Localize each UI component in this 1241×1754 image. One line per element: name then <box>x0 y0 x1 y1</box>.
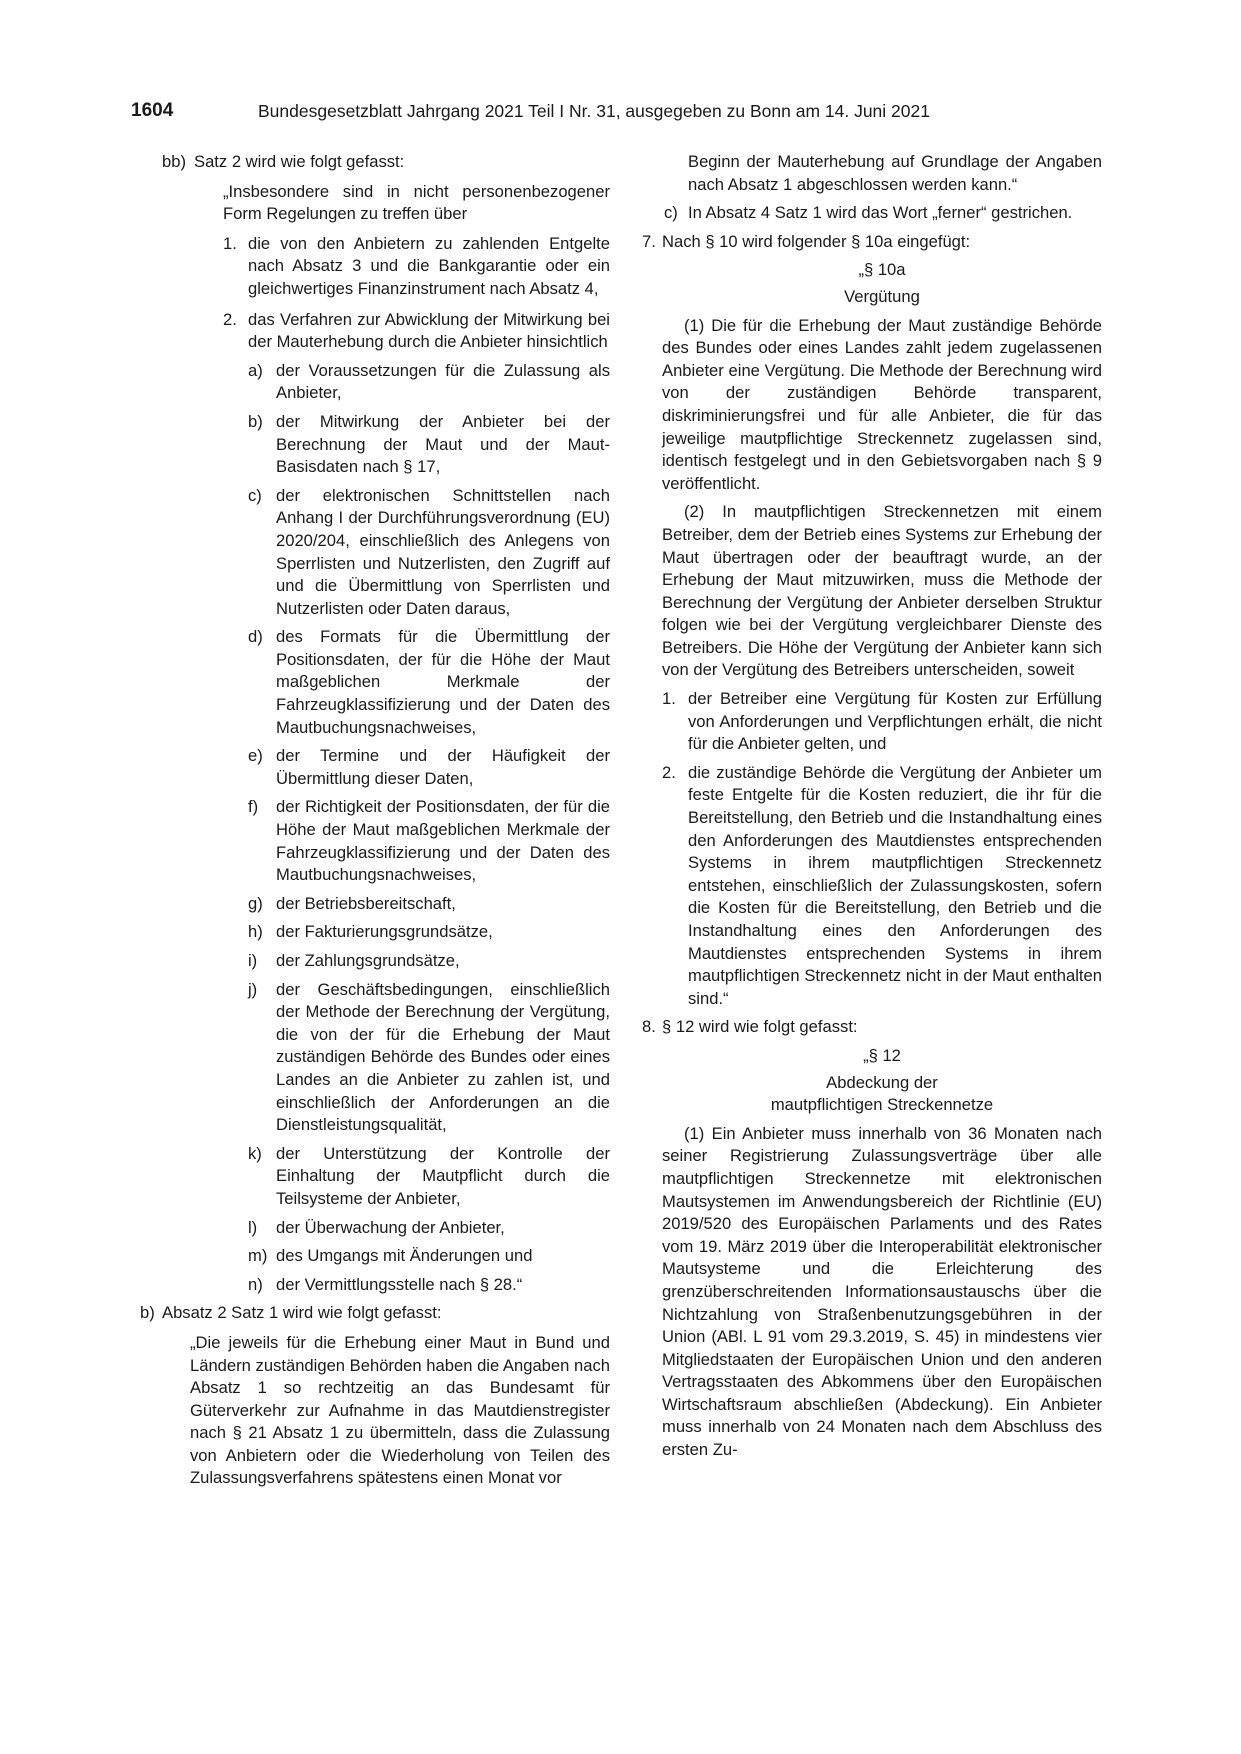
numbered-item-2 <box>223 309 610 354</box>
list-item-label: 1. <box>662 689 676 709</box>
sub-item-text: des Formats für die Übermittlung der Positionsdaten, der für die Höhe der Maut maßgeblichen Merkmale der Fahrzeugklassifizierung und der Daten des Mautbuchungsnachweises, <box>276 627 610 737</box>
sub-item <box>248 979 610 1137</box>
sub-item-label: m) <box>248 1246 268 1266</box>
sub-item <box>248 1217 610 1240</box>
item-label: 8. <box>642 1017 656 1037</box>
sub-item-label: d) <box>248 627 263 647</box>
list-item-label: 2. <box>662 762 676 782</box>
sub-item <box>248 1143 610 1211</box>
item-text: § 12 wird wie folgt gefasst: <box>662 1017 858 1037</box>
item-label: 1. <box>223 233 237 253</box>
section-title: Vergütung <box>844 286 920 306</box>
sub-item-label: l) <box>248 1217 258 1237</box>
quote-paragraph: „Die jeweils für die Erhebung einer Maut in Bund und Ländern zuständigen Behörden haben die Angaben nach Absatz 1 so rechtzeitig an das Bundesamt für Güterverkehr zur Aufnahme in das Mautdienstregister nach § 21 Absatz 1 zu übermitteln, dass die Zulassung von Anbietern oder die Wiederholung von Teilen des Zulassungsverfahrens spätestens einen Monat vor <box>190 1332 610 1488</box>
amendment-bb <box>162 151 610 174</box>
list-item <box>662 762 1102 1011</box>
sub-list <box>248 360 610 1297</box>
sub-item <box>248 1274 610 1297</box>
amendment-b <box>140 1302 610 1325</box>
sub-item-label: c) <box>248 485 262 505</box>
sub-item-text: der Unterstützung der Kontrolle der Einhaltung der Mautpflicht durch die Teilsysteme der Anbieter, <box>276 1143 610 1208</box>
sub-item-text: des Umgangs mit Änderungen und <box>276 1246 533 1266</box>
item-text: das Verfahren zur Abwicklung der Mitwirkung bei der Mauterhebung durch die Anbieter hinsichtlich <box>248 309 610 352</box>
sub-item-label: g) <box>248 893 263 913</box>
sub-item <box>248 1245 610 1268</box>
numbered-item-7 <box>642 231 1102 254</box>
sub-item-label: f) <box>248 797 259 817</box>
amendment-text: Absatz 2 Satz 1 wird wie folgt gefasst: <box>162 1303 442 1323</box>
item-label: 7. <box>642 231 656 251</box>
sub-item-text: der Mitwirkung der Anbieter bei der Berechnung der Maut und der Maut-Basisdaten nach § 17, <box>276 411 610 477</box>
page-number: 1604 <box>131 100 174 121</box>
sub-item-label: i) <box>248 951 258 970</box>
sub-item-text: der Fakturierungsgrundsätze, <box>276 922 493 942</box>
list-item-text: die zuständige Behörde die Vergütung der Anbieter um feste Entgelte für die Kosten reduziert, die ihr für die Bereitstellung, den Betrieb und die Instandhaltung eines den Anforderungen des Mautdienstes entsprechenden Systems in ihrem mautpflichtigen Streckennetz entstehen, einschließlich der Zulassungskosten, sofern die Kosten für die Bereitstellung, den Betrieb und die Instandhaltung eines den Anforderungen des Mautdienstes entsprechenden Systems in ihrem mautpflichtigen Streckennetz nicht in der Maut enthalten sind.“ <box>688 762 1102 1008</box>
amendment-text: Satz 2 wird wie folgt gefasst: <box>194 152 405 171</box>
section-heading: „§ 12 <box>863 1045 901 1065</box>
sub-item-text: der Geschäftsbedingungen, einschließlich der Methode der Berechnung der Vergütung, die von der für die Erhebung der Maut zuständigen Behörde des Bundes oder eines Landes an die Anbieter zu zahlen ist, und einschließlich der Anforderungen an die Dienstleistungsqualität, <box>276 979 610 1135</box>
sub-item-text: der Zahlungsgrundsätze, <box>276 951 460 970</box>
item-text: Nach § 10 wird folgender § 10a eingefügt: <box>662 231 971 251</box>
sub-item-label: k) <box>248 1143 262 1163</box>
amendment-label: bb) <box>162 152 186 171</box>
amendment-label: b) <box>140 1303 155 1323</box>
item-label: 2. <box>223 309 237 329</box>
sub-item-text: der Termine und der Häufigkeit der Übermittlung dieser Daten, <box>276 746 610 788</box>
quote-intro: „Insbesondere sind in nicht personenbezogener Form Regelungen zu treffen über <box>223 181 610 224</box>
section-paragraph: (1) Ein Anbieter muss innerhalb von 36 Monaten nach seiner Registrierung Zulassungsverträge über alle mautpflichtigen Streckennetze mit elektronischen Mautsystemen im Anwendungsbereich der Richtlinie (EU) 2019/520 des Europäischen Parlaments und des Rates vom 19. März 2019 über die Interoperabilität elektronischer Mautsysteme und die Erleichterung des grenzüberschreitenden Informationsaustauschs über die Nichtzahlung von Straßenbenutzungsgebühren in der Union (ABl. L 91 vom 29.3.2019, S. 45) in mindestens vier Mitgliedstaaten der Europäischen Union und den anderen Vertragsstaaten des Abkommens über den Europäischen Wirtschaftsraum abschließen (Abdeckung). Ein Anbieter muss innerhalb von 24 Monaten nach dem Abschluss des ersten Zu- <box>662 1123 1102 1460</box>
sub-item-text: der Voraussetzungen für die Zulassung als Anbieter, <box>276 360 610 403</box>
left-column <box>140 151 610 1490</box>
amendment-label: c) <box>664 203 678 223</box>
numbered-item-8 <box>642 1016 1102 1039</box>
sub-item-text: der elektronischen Schnittstellen nach Anhang I der Durchführungsverordnung (EU) 2020/204, einschließlich des Anlegens von Sperrlisten und Nutzerlisten, den Zugriff auf und die Übermittlung von Sperrlisten und Nutzerlisten oder Daten daraus, <box>276 485 610 618</box>
sub-item <box>248 360 610 405</box>
item-text: die von den Anbietern zu zahlenden Entgelte nach Absatz 3 und die Bankgarantie oder ein gleichwertiges Finanzinstrument nach Absatz 4, <box>248 233 610 298</box>
sub-item-text: der Überwachung der Anbieter, <box>276 1217 505 1237</box>
list-item <box>662 688 1102 756</box>
sub-item <box>248 485 610 621</box>
sub-item-label: e) <box>248 746 263 766</box>
sub-item-label: j) <box>248 979 258 999</box>
list-item-text: der Betreiber eine Vergütung für Kosten zur Erfüllung von Anforderungen und Verpflichtungen erhält, die nicht für die Anbieter gelten, und <box>688 689 1102 754</box>
sub-item-text: der Betriebsbereitschaft, <box>276 893 456 913</box>
section-paragraph: (2) In mautpflichtigen Streckennetzen mit einem Betreiber, dem der Betrieb eines Systems zur Erhebung der Maut übertragen oder der beauftragt wurde, an der Erhebung der Maut mitzuwirken, muss die Methode der Berechnung der Vergütung der Anbieter derselben Struktur folgen wie bei der Vergütung vergleichbarer Dienste des Betreibers. Die Höhe der Vergütung der Anbieter kann sich von der Vergütung des Betreibers unterscheiden, soweit <box>662 502 1102 680</box>
right-column <box>642 151 1102 1462</box>
sub-item <box>248 796 610 886</box>
sub-item-label: h) <box>248 922 263 942</box>
sub-item-text: der Richtigkeit der Positionsdaten, der für die Höhe der Maut maßgeblichen Merkmale der Fahrzeugklassifizierung und der Daten des Mautbuchungsnachweises, <box>276 797 610 885</box>
amendment-text: In Absatz 4 Satz 1 wird das Wort „ferner“ gestrichen. <box>688 203 1073 223</box>
sub-item-text: der Vermittlungsstelle nach § 28.“ <box>276 1274 523 1294</box>
sub-item <box>248 626 610 739</box>
section-paragraph: (1) Die für die Erhebung der Maut zuständige Behörde des Bundes oder eines Landes zahlt jedem zugelassenen Anbieter eine Vergütung. Die Methode der Berechnung wird von der zuständigen Behörde transparent, diskriminierungsfrei und für alle Anbieter, die für das jeweilige mautpflichtige Streckennetz zugelassen sind, identisch festgelegt und in den Gebietsvorgaben nach § 9 veröffentlicht. <box>662 315 1102 493</box>
header-title: Bundesgesetzblatt Jahrgang 2021 Teil I Nr. 31, ausgegeben zu Bonn am 14. Juni 2021 <box>258 101 930 121</box>
numbered-item-1 <box>223 233 610 301</box>
sub-item <box>248 921 610 944</box>
section-title-line: mautpflichtigen Streckennetze <box>770 1095 994 1115</box>
sub-item <box>248 745 610 790</box>
section-heading: „§ 10a <box>858 260 906 280</box>
quote-continuation: Beginn der Mauterhebung auf Grundlage der Angaben nach Absatz 1 abgeschlossen werden kann.“ <box>688 152 1102 194</box>
section-title-line: Abdeckung der <box>826 1072 938 1092</box>
sub-item <box>248 893 610 916</box>
sub-item-label: b) <box>248 411 263 431</box>
sub-item-label: a) <box>248 360 263 380</box>
sub-item <box>248 950 610 973</box>
sub-item-label: n) <box>248 1274 263 1294</box>
amendment-c <box>664 202 1102 225</box>
sub-item <box>248 411 610 479</box>
